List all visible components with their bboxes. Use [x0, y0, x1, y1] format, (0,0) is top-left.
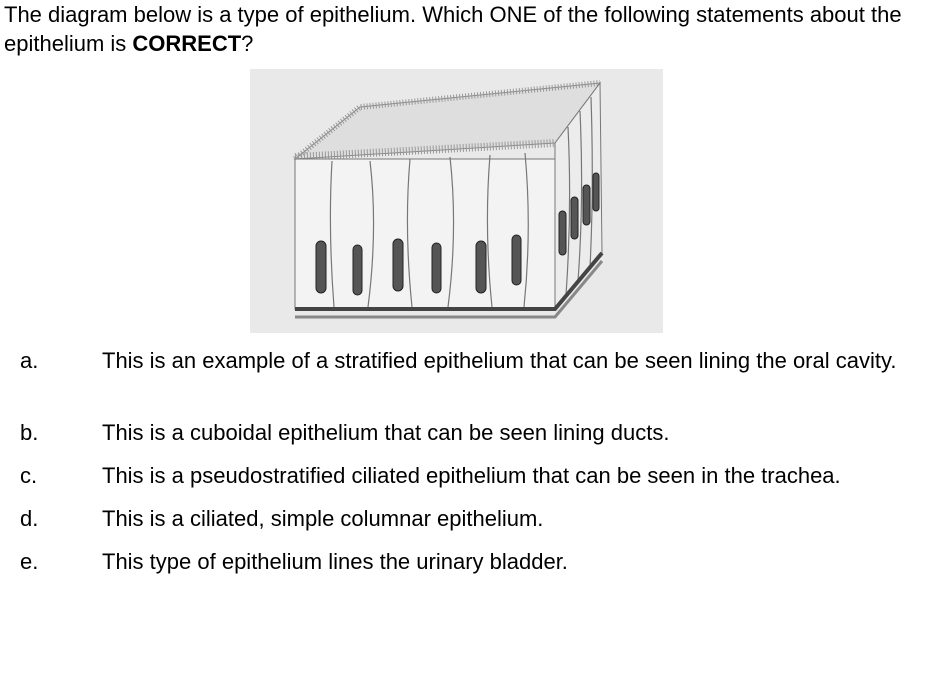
option-letter: b. — [20, 420, 39, 445]
option-letter: e. — [20, 549, 39, 574]
option-text: This is a ciliated, simple columnar epithelium. — [102, 506, 544, 531]
option-text: This is a pseudostratified ciliated epithelium that can be seen in the trachea. — [102, 463, 841, 488]
question-text — [4, 0, 934, 58]
epithelium-drawing — [250, 69, 663, 333]
option-text: This is an example of a stratified epithelium that can be seen lining the oral cavity. — [102, 348, 897, 373]
question-emphasis: CORRECT — [132, 31, 242, 56]
apical-surface — [295, 83, 600, 159]
front-face — [295, 159, 555, 309]
option-text: This is a cuboidal epithelium that can be seen lining ducts. — [102, 420, 670, 445]
option-letter: a. — [20, 348, 39, 373]
option-letter: c. — [20, 463, 38, 488]
option-letter: d. — [20, 506, 39, 531]
epithelium-diagram — [250, 69, 663, 333]
question-suffix: ? — [241, 31, 254, 56]
option-text: This type of epithelium lines the urinary bladder. — [102, 549, 568, 574]
question-prefix: The diagram below is a type of epithelium. Which ONE of the following statements about the epithelium is — [4, 2, 902, 56]
